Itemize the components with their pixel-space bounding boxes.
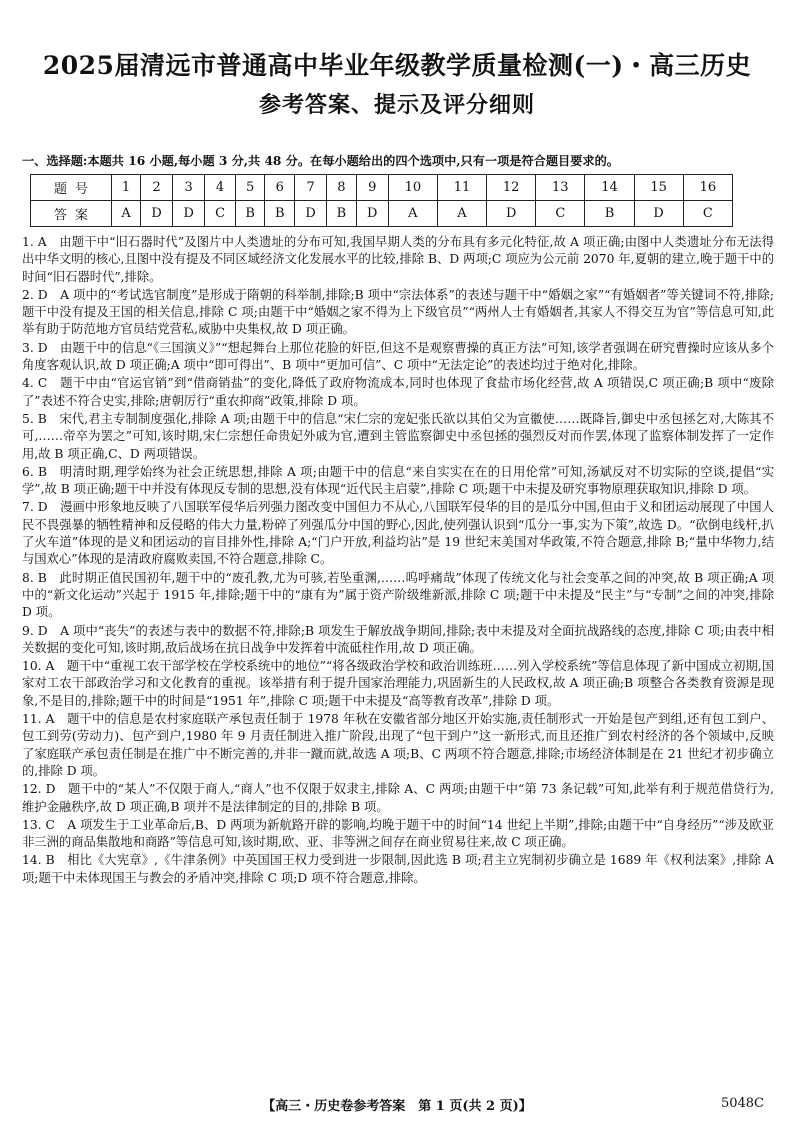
explanation-item: 11. A 题干中的信息是农村家庭联产承包责任制于 1978 年秋在安徽省部分地区开始实施,责任制形式一开始是包产到组,还有包工到户、包工到劳(劳动力)、包产到户,1980 年 9 月责任制进入推广阶段,出现了“包干到户”这一新形式,而且还推广到农村经济的各个领域中,反映了家庭联产承包责任制是在推广中不断完善的,并非一蹴而就,故选 A 项;B、C 两项不符合题意,排除;市场经济体制是在 21 世纪才初步确立的,排除 D 项。 xyxy=(22,712,774,778)
question-number-cell: 13 xyxy=(536,175,585,201)
question-number-row xyxy=(31,175,733,201)
answer-cell: B xyxy=(265,201,295,227)
answer-row xyxy=(31,201,733,227)
explanation-item: 6. B 明清时期,理学始终为社会正统思想,排除 A 项;由题干中的信息“来自实实在在的日用伦常”可知,汤斌反对不切实际的空谈,提倡“实学”,故 B 项正确;题干中并没有体现反专制的思想,没有体现“近代民主启蒙”,排除 C 项;题干中未提及研究事物原理获取知识,排除 D 项。 xyxy=(22,464,774,497)
explanation-item: 10. A 题干中“重视工农干部学校在学校系统中的地位”“将各级政治学校和政治训练班……列入学校系统”等信息体现了新中国成立初期,国家对工农干部政治学习和文化教育的重视。该举措有利于提升国家治理能力,巩固新生的人民政权,故 A 项正确;B 项整合各类教育资源是现象,不是目的,排除;题干中的时间是“1951 年”,排除 C 项;题干中未提及“高等教育改革”,排除 D 项。 xyxy=(22,659,774,708)
row-label-number: 题号 xyxy=(31,175,112,201)
answer-table xyxy=(30,174,733,227)
question-number-cell: 16 xyxy=(683,175,732,201)
answer-cell: B xyxy=(327,201,357,227)
answer-cell: B xyxy=(585,201,634,227)
answer-cell: D xyxy=(141,201,173,227)
explanation-item: 4. C 题干中由“官运官销”到“借商销盐”的变化,降低了政府物流成本,同时也体现了食盐市场化经营,故 A 项错误,C 项正确;B 项中“废除了”表述不符合史实,排除;唐朝厉行“重农抑商”政策,排除 D 项。 xyxy=(22,376,774,408)
answer-cell: D xyxy=(634,201,683,227)
question-number-cell: 1 xyxy=(112,175,141,201)
question-number-cell: 11 xyxy=(437,175,486,201)
explanation-item: 2. D A 项中的“考试选官制度”是形成于隋朝的科举制,排除;B 项中“宗法体系”的表述与题干中“婚姻之家”“有婚姻者”等关键词不符,排除;题干中没有提及王国的相关信息,排除 C 项;由题干中“婚姻之家不得为上下级官员”“两州人士有婚姻者,其家人不得交互为官”等信息可知,此举有助于防范地方官员结党营私,威胁中央集权,故 D 项正确。 xyxy=(22,287,774,337)
answer-cell: D xyxy=(173,201,205,227)
answer-cell: C xyxy=(205,201,236,227)
question-number-cell: 15 xyxy=(634,175,683,201)
question-number-cell: 14 xyxy=(585,175,634,201)
explanation-item: 3. D 由题干中的信息“《三国演义》”“想起舞台上那位花脸的奸臣,但这不是观察曹操的真正方法”可知,该学者强调在研究曹操时应该从多个角度客观认识,故 D 项正确;A 项中“即可得出”、B 项中“更加可信”、C 项中“无法定论”的表述均过于绝对化,排除。 xyxy=(22,340,774,373)
explanation-item: 14. B 相比《大宪章》,《牛津条例》中英国国王权力受到进一步限制,因此选 B 项;君主立宪制初步确立是 1689 年《权利法案》,排除 A 项;题干中未体现国王与教会的矛盾冲突,排除 C 项;D 项不符合题意,排除。 xyxy=(22,853,774,885)
question-number-cell: 6 xyxy=(265,175,295,201)
explanation-item: 9. D A 项中“丧失”的表述与表中的数据不符,排除;B 项发生于解放战争期间,排除;表中未提及对全面抗战路线的态度,排除 C 项;由表中相关数据的变化可知,该时期,敌后战场在抗日战争中发挥着中流砥柱作用,故 D 项正确。 xyxy=(22,623,774,655)
question-number-cell: 4 xyxy=(205,175,236,201)
question-number-cell: 12 xyxy=(487,175,536,201)
question-number-cell: 7 xyxy=(295,175,327,201)
answer-cell: D xyxy=(487,201,536,227)
question-number-cell: 3 xyxy=(173,175,205,201)
answer-cell: D xyxy=(295,201,327,227)
paper-code: 5048C xyxy=(720,1096,764,1111)
page-title: 2025届清远市普通高中毕业年级教学质量检测(一)・高三历史 xyxy=(42,51,752,80)
page-subtitle: 参考答案、提示及评分细则 xyxy=(258,92,535,118)
answer-cell: A xyxy=(112,201,141,227)
answer-cell: C xyxy=(683,201,732,227)
explanation-item: 12. D 题干中的“某人”不仅限于商人,“商人”也不仅限于奴隶主,排除 A、C 两项;由题干中“第 73 条记载”可知,此举有利于规范借贷行为,维护金融秩序,故 D 项正确,B 项并不是法律制定的目的,排除 B 项。 xyxy=(22,782,774,814)
explanation-list xyxy=(22,234,774,888)
explanation-item: 1. A 由题干中“旧石器时代”及图片中人类遗址的分布可知,我国早期人类的分布具有多元化特征,故 A 项正确;由图中人类遗址分布无法得出中华文明的核心,且图中没有提及不同区域经济文化发展水平的比较,排除 B、D 两项;C 项应为公元前 2070 年,夏朝的建立,晚于题干中的时间“旧石器时代”,排除。 xyxy=(22,235,774,284)
question-number-cell: 5 xyxy=(235,175,265,201)
section-instruction: 一、选择题:本题共 16 小题,每小题 3 分,共 48 分。在每小题给出的四个选项中,只有一项是符合题目要求的。 xyxy=(22,154,619,168)
answer-cell: C xyxy=(536,201,585,227)
question-number-cell: 10 xyxy=(388,175,437,201)
question-number-cell: 8 xyxy=(327,175,357,201)
explanation-item: 7. D 漫画中形象地反映了八国联军侵华后列强力图改变中国但力不从心,八国联军侵华的目的是瓜分中国,但由于义和团运动展现了中国人民不畏强暴的牺牲精神和反侵略的伟大力量,粉碎了列强瓜分中国的野心,因此,使列强认识到“瓜分一事,实为下策”,故选 D。“砍倒电线杆,扒了火车道”体现的是义和团运动的盲目排外性,排除 A;“门户开放,利益均沾”是 19 世纪末美国对华政策,不符合题意,排除 B;“量中华物力,结与国欢心”体现的是清政府腐败卖国,不符合题意,排除 C。 xyxy=(22,500,774,567)
page-footer: 【高三・历史卷参考答案 第 1 页(共 2 页)】 xyxy=(262,1099,532,1114)
answer-cell: D xyxy=(356,201,388,227)
answer-cell: A xyxy=(437,201,486,227)
question-number-cell: 9 xyxy=(356,175,388,201)
explanation-item: 5. B 宋代,君主专制制度强化,排除 A 项;由题干中的信息“宋仁宗的宠妃张氏欲以其伯父为宣徽使……既降旨,御史中丞包拯乞对,大陈其不可,……帝卒为罢之”可知,该时期,宋仁宗想任命贵妃外戚为官,遭到主管监察御史中丞包拯的强烈反对而作罢,体现了监察体制发挥了一定作用,故 B 项正确,C、D 两项错误。 xyxy=(22,411,774,461)
question-number-cell: 2 xyxy=(141,175,173,201)
explanation-item: 8. B 此时期正值民国初年,题干中的“废孔教,尤为可骇,若坠重渊,……呜呼痛哉”体现了传统文化与社会变革之间的冲突,故 B 项正确;A 项中的“新文化运动”兴起于 1915 年,排除;题干中的“康有为”属于资产阶级维新派,排除 C 项;题干中未提及“民主”与“专制”之间的冲突,排除 D 项。 xyxy=(22,570,774,620)
explanation-item: 13. C A 项发生于工业革命后,B、D 两项为新航路开辟的影响,均晚于题干中的时间“14 世纪上半期”,排除;由题干中“自身经历”“涉及欧亚非三洲的商品集散地和商路”等信息可知,该时期,欧、亚、非等洲之间存在商业贸易往来,故 C 项正确。 xyxy=(22,817,774,850)
answer-cell: A xyxy=(388,201,437,227)
answer-cell: B xyxy=(235,201,265,227)
row-label-answer: 答案 xyxy=(31,201,112,227)
